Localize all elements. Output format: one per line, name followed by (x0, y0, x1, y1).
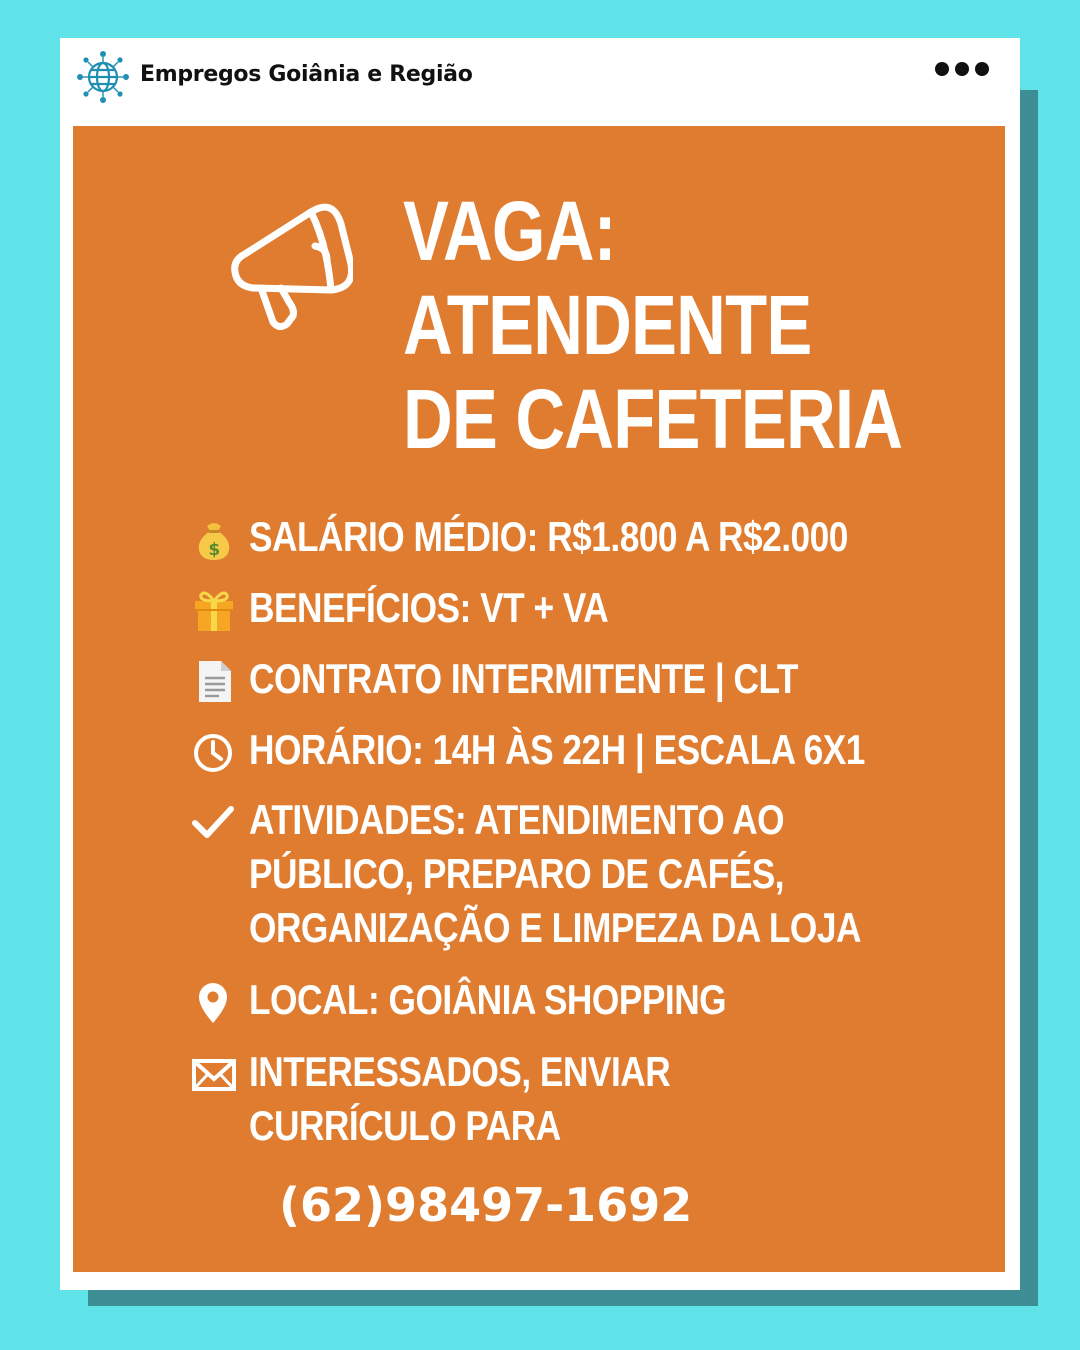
schedule-item (191, 723, 971, 777)
headline-line: ATENDENTE (403, 278, 812, 372)
post-header (60, 38, 1020, 126)
clock-icon (191, 729, 237, 775)
location-item (191, 973, 971, 1027)
activities-item (191, 793, 971, 955)
contract-item (191, 652, 971, 706)
phone-number[interactable]: (62)98497-1692 (279, 1178, 693, 1232)
page-name[interactable]: Empregos Goiânia e Região (140, 62, 473, 87)
money-bag-icon (191, 516, 237, 562)
megaphone-icon (223, 184, 353, 334)
headline-line: VAGA: (403, 184, 616, 278)
benefits-item (191, 581, 971, 635)
contract-text: CONTRATO INTERMITENTE | CLT (249, 655, 798, 702)
post-card (60, 38, 1020, 1290)
salary-item (191, 510, 971, 564)
location-text: LOCAL: GOIÂNIA SHOPPING (249, 976, 727, 1023)
contact-item (191, 1045, 971, 1153)
benefits-text: BENEFÍCIOS: VT + VA (249, 584, 609, 631)
salary-text: SALÁRIO MÉDIO: R$1.800 A R$2.000 (249, 513, 848, 560)
gift-icon (191, 587, 237, 633)
check-icon (191, 799, 237, 845)
contact-line: INTERESSADOS, ENVIAR (249, 1048, 671, 1095)
activities-line: ORGANIZAÇÃO E LIMPEZA DA LOJA (249, 904, 861, 951)
contact-line: CURRÍCULO PARA (249, 1102, 561, 1149)
headline (403, 184, 902, 466)
activities-line: ATIVIDADES: ATENDIMENTO AO (249, 796, 785, 843)
svg-text:$: $ (208, 540, 220, 560)
globe-network-icon[interactable] (76, 50, 130, 104)
schedule-text: HORÁRIO: 14H ÀS 22H | ESCALA 6X1 (249, 726, 865, 773)
job-poster (73, 126, 1005, 1272)
location-pin-icon (191, 979, 237, 1025)
headline-line: DE CAFETERIA (403, 372, 903, 466)
document-icon (191, 658, 237, 704)
job-details-list (191, 510, 971, 1153)
activities-line: PÚBLICO, PREPARO DE CAFÉS, (249, 850, 785, 897)
envelope-icon (191, 1051, 237, 1097)
more-dots-icon[interactable] (934, 58, 990, 80)
